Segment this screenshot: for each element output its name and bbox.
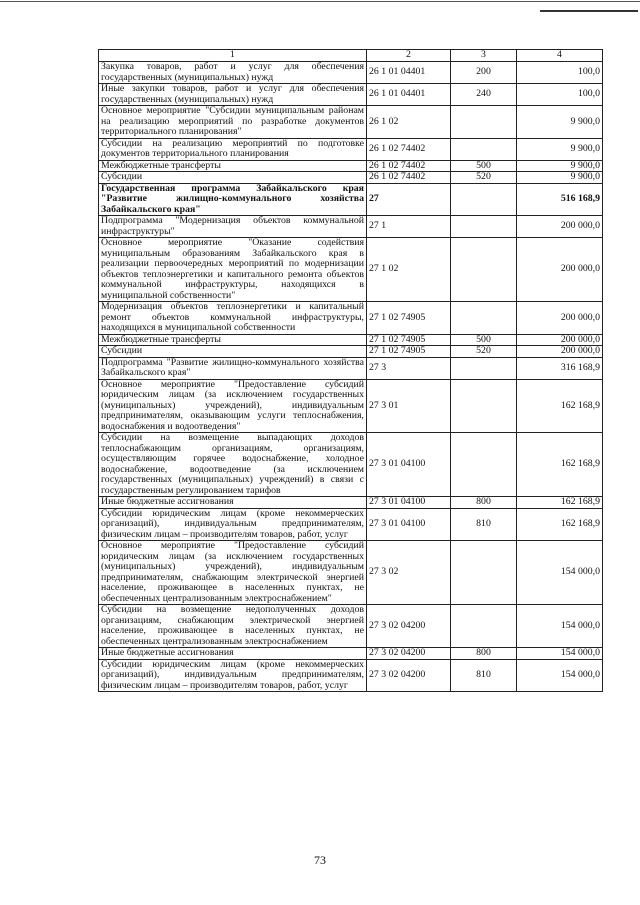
table-row — [99, 302, 603, 335]
row-name: Субсидии на возмещение недополученных доходов организациям, снабжающим электрической энергией население, проживающее в населенных пунктах, не обеспеченных централизованным электроснабжением — [99, 605, 367, 648]
row-type — [451, 183, 517, 216]
table-row — [99, 379, 603, 433]
table-row — [99, 216, 603, 238]
row-amount: 162 168,9 — [517, 433, 603, 497]
row-code: 27 1 — [367, 216, 451, 238]
table-row — [99, 84, 603, 106]
table-row — [99, 508, 603, 541]
row-code: 27 3 02 04200 — [367, 605, 451, 648]
budget-table — [98, 49, 603, 692]
row-name: Закупка товаров, работ и услуг для обеспечения государственных (муниципальных) нужд — [99, 62, 367, 84]
row-amount: 162 168,9 — [517, 508, 603, 541]
table-row — [99, 62, 603, 84]
row-code: 27 3 01 04100 — [367, 433, 451, 497]
row-type: 810 — [451, 508, 517, 541]
table-row — [99, 648, 603, 660]
page-number: 73 — [314, 853, 326, 867]
row-type — [451, 302, 517, 335]
row-code: 27 — [367, 183, 451, 216]
header-col-2: 2 — [367, 50, 451, 62]
row-type: 810 — [451, 659, 517, 692]
row-amount: 200 000,0 — [517, 346, 603, 358]
table-row — [99, 659, 603, 692]
row-name: Подпрограмма "Модернизация объектов коммунальной инфраструктуры" — [99, 216, 367, 238]
table-row — [99, 605, 603, 648]
table-row — [99, 433, 603, 497]
row-name: Межбюджетные трансферты — [99, 334, 367, 346]
table-row — [99, 357, 603, 379]
row-type — [451, 106, 517, 139]
row-type — [451, 216, 517, 238]
row-type — [451, 433, 517, 497]
table-row — [99, 183, 603, 216]
row-name: Межбюджетные трансферты — [99, 160, 367, 172]
row-amount: 154 000,0 — [517, 541, 603, 605]
row-code: 27 3 02 04200 — [367, 648, 451, 660]
row-code: 27 1 02 — [367, 238, 451, 302]
table-row — [99, 138, 603, 160]
row-type — [451, 379, 517, 433]
row-type: 800 — [451, 497, 517, 509]
table-row — [99, 160, 603, 172]
top-right-mark — [540, 10, 638, 12]
row-amount: 200 000,0 — [517, 334, 603, 346]
row-code: 26 1 02 74402 — [367, 138, 451, 160]
row-amount: 162 168,9 — [517, 497, 603, 509]
table-header-row — [99, 50, 603, 62]
table-row — [99, 541, 603, 605]
row-name: Основное мероприятие "Субсидии муниципальным районам на реализацию мероприятий по разработке документов территориального планирования" — [99, 106, 367, 139]
row-code: 27 3 01 04100 — [367, 497, 451, 509]
row-amount: 154 000,0 — [517, 648, 603, 660]
row-name: Основное мероприятие "Оказание содействия муниципальным образованиям Забайкальского края в реализации первоочередных мероприятий по модернизации объектов теплоэнергетики и капитального ремонта объектов коммунальной инфраструктуры, находящихся в муниципальной собственности" — [99, 238, 367, 302]
row-amount: 9 900,0 — [517, 172, 603, 184]
row-name: Субсидии юридическим лицам (кроме некоммерческих организаций), индивидуальным предпринимателям, физическим лицам – производителям товаров, работ, услуг — [99, 508, 367, 541]
row-code: 27 3 02 04200 — [367, 659, 451, 692]
table-row — [99, 346, 603, 358]
row-code: 27 1 02 74905 — [367, 346, 451, 358]
row-type: 520 — [451, 172, 517, 184]
row-code: 27 1 02 74905 — [367, 302, 451, 335]
row-name: Субсидии на реализацию мероприятий по подготовке документов территориального планирования — [99, 138, 367, 160]
table-row — [99, 172, 603, 184]
top-edge-line — [0, 1, 640, 2]
header-col-4: 4 — [517, 50, 603, 62]
row-name: Субсидии — [99, 172, 367, 184]
row-amount: 200 000,0 — [517, 302, 603, 335]
row-amount: 516 168,9 — [517, 183, 603, 216]
row-type — [451, 541, 517, 605]
row-type: 520 — [451, 346, 517, 358]
row-code: 26 1 01 04401 — [367, 84, 451, 106]
row-amount: 9 900,0 — [517, 138, 603, 160]
row-amount: 100,0 — [517, 62, 603, 84]
row-amount: 9 900,0 — [517, 160, 603, 172]
row-amount: 316 168,9 — [517, 357, 603, 379]
row-type — [451, 357, 517, 379]
row-type — [451, 605, 517, 648]
row-name: Подпрограмма "Развитие жилищно-коммунального хозяйства Забайкальского края" — [99, 357, 367, 379]
row-type: 240 — [451, 84, 517, 106]
row-name: Иные бюджетные ассигнования — [99, 648, 367, 660]
table-row — [99, 238, 603, 302]
row-name: Модернизация объектов теплоэнергетики и капитальный ремонт объектов коммунальной инфраструктуры, находящихся в муниципальной собственности — [99, 302, 367, 335]
row-amount: 9 900,0 — [517, 106, 603, 139]
table-body — [99, 62, 603, 692]
row-code: 26 1 02 — [367, 106, 451, 139]
row-name: Субсидии — [99, 346, 367, 358]
row-name: Иные закупки товаров, работ и услуг для обеспечения государственных (муниципальных) нужд — [99, 84, 367, 106]
table-row — [99, 334, 603, 346]
row-code: 27 3 02 — [367, 541, 451, 605]
row-amount: 100,0 — [517, 84, 603, 106]
row-type — [451, 238, 517, 302]
table-row — [99, 106, 603, 139]
row-amount: 200 000,0 — [517, 238, 603, 302]
row-name: Основное мероприятие "Предоставление субсидий юридическим лицам (за исключением государственных (муниципальных) учреждений), индивидуальным предпринимателям, оказывающим услуги теплоснабжения, водоснабжения и водоотведения" — [99, 379, 367, 433]
table-row — [99, 497, 603, 509]
row-amount: 200 000,0 — [517, 216, 603, 238]
row-type: 800 — [451, 648, 517, 660]
header-col-3: 3 — [451, 50, 517, 62]
row-code: 27 3 01 04100 — [367, 508, 451, 541]
row-amount: 154 000,0 — [517, 659, 603, 692]
row-name: Субсидии на возмещение выпадающих доходов теплоснабжающим организациям, организациям, осуществляющим горячее водоснабжение, холодное водоснабжение, водоотведение (за исключением государственных (муниципальных) учреждений) в связи с государственным регулированием тарифов — [99, 433, 367, 497]
row-type — [451, 138, 517, 160]
row-type: 500 — [451, 334, 517, 346]
header-col-1: 1 — [99, 50, 367, 62]
row-code: 26 1 01 04401 — [367, 62, 451, 84]
row-code: 26 1 02 74402 — [367, 172, 451, 184]
row-amount: 154 000,0 — [517, 605, 603, 648]
row-name: Иные бюджетные ассигнования — [99, 497, 367, 509]
row-name: Основное мероприятие "Предоставление субсидий юридическим лицам (за исключением государственных (муниципальных) учреждений), индивидуальным предпринимателям, снабжающим электрической энергией население, проживающее в населенных пунктах, не обеспеченных централизованным электроснабжением" — [99, 541, 367, 605]
row-name: Субсидии юридическим лицам (кроме некоммерческих организаций), индивидуальным предпринимателям, физическим лицам – производителям товаров, работ, услуг — [99, 659, 367, 692]
row-code: 27 1 02 74905 — [367, 334, 451, 346]
row-code: 26 1 02 74402 — [367, 160, 451, 172]
row-type: 500 — [451, 160, 517, 172]
row-code: 27 3 01 — [367, 379, 451, 433]
row-code: 27 3 — [367, 357, 451, 379]
row-amount: 162 168,9 — [517, 379, 603, 433]
row-name: Государственная программа Забайкальского края "Развитие жилищно-коммунального хозяйства Забайкальского края" — [99, 183, 367, 216]
row-type: 200 — [451, 62, 517, 84]
